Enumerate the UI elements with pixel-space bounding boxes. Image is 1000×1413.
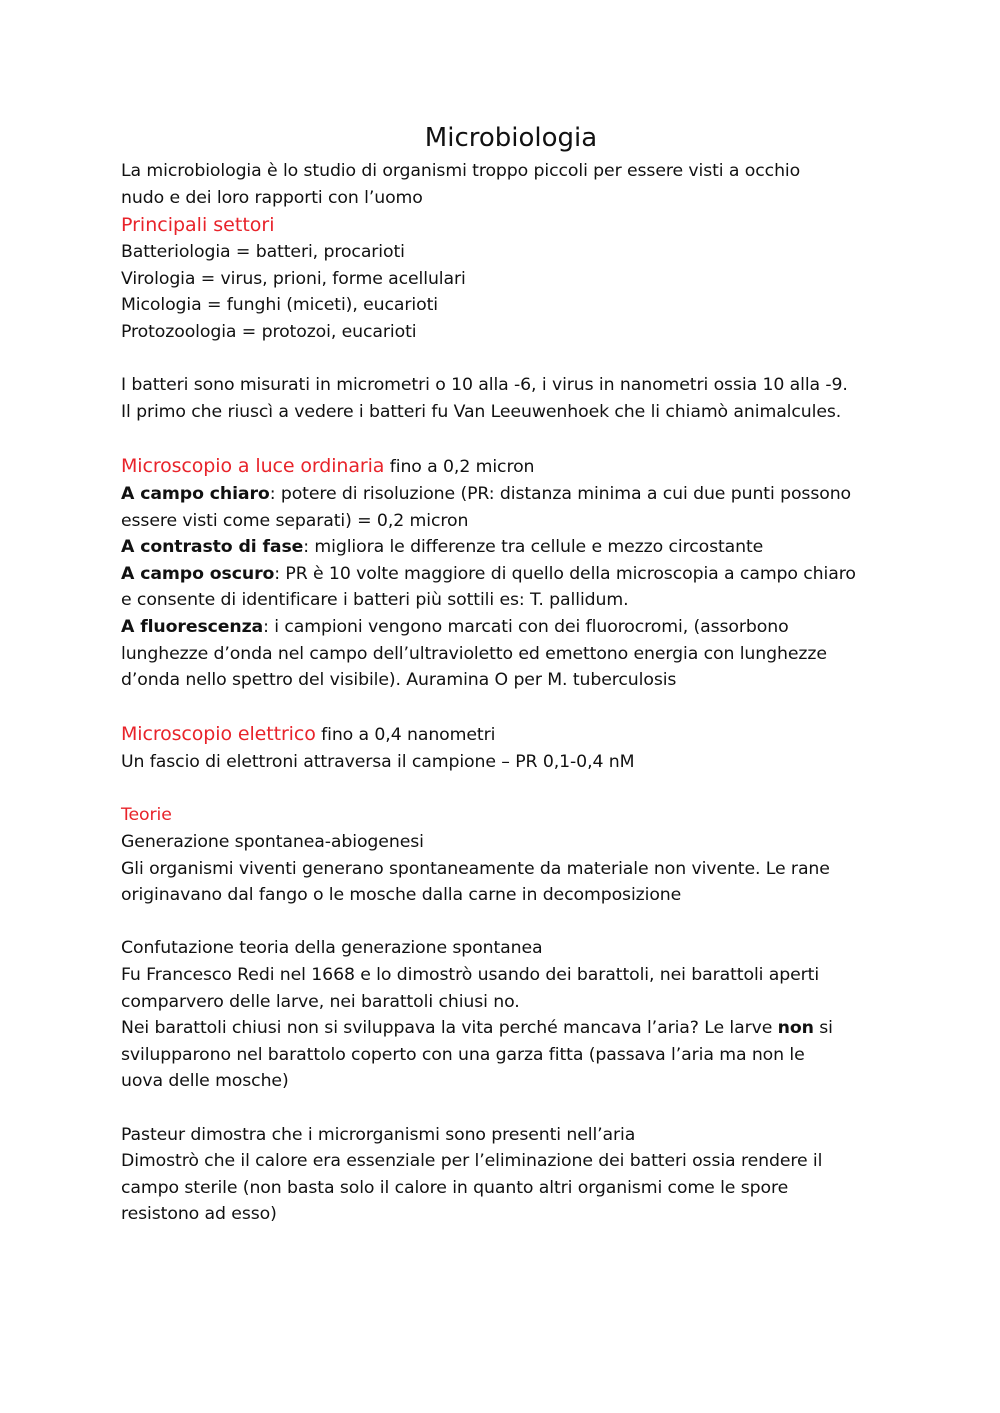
spacer bbox=[121, 694, 911, 721]
barattoli-chiusi-tail: si bbox=[813, 1018, 833, 1039]
fluorescenza-text: : i campioni vengono marcati con dei fluorocromi, (assorbono bbox=[263, 616, 789, 637]
teorie-heading: Teorie bbox=[121, 805, 172, 826]
barattoli-chiusi-text: Nei barattoli chiusi non si sviluppava la vita perché mancava l’aria? Le larve bbox=[121, 1018, 778, 1039]
luce-heading-suffix: fino a 0,2 micron bbox=[384, 456, 535, 477]
campo-chiaro-label: A campo chiaro bbox=[121, 483, 270, 504]
spacer bbox=[121, 909, 911, 936]
pasteur-line: Dimostrò che il calore era essenziale per l’eliminazione dei batteri ossia rendere il bbox=[121, 1151, 823, 1172]
spacer bbox=[121, 346, 911, 373]
campo-oscuro-text: : PR è 10 volte maggiore di quello della microscopia a campo chiaro bbox=[274, 563, 856, 584]
pasteur-line: resistono ad esso) bbox=[121, 1204, 277, 1225]
fluorescenza-label: A fluorescenza bbox=[121, 616, 264, 637]
luce-heading-line bbox=[121, 452, 911, 481]
campo-chiaro-text: : potere di risoluzione (PR: distanza minima a cui due punti possono bbox=[269, 483, 852, 504]
settore-item: Micologia = funghi (miceti), eucarioti bbox=[121, 295, 438, 316]
intro-line-1: La microbiologia è lo studio di organismi troppo piccoli per essere visti a occhio bbox=[121, 161, 801, 181]
elettrico-heading-suffix: fino a 0,4 nanometri bbox=[315, 725, 496, 746]
misure-line-2: Il primo che riuscì a vedere i batteri fu Van Leeuwenhoek che li chiamò animalcules. bbox=[121, 401, 842, 422]
campo-oscuro-line-1 bbox=[121, 561, 911, 588]
fluorescenza-line-2: lunghezze d’onda nel campo dell’ultravioletto ed emettono energia con lunghezze bbox=[121, 643, 827, 664]
spacer bbox=[121, 776, 911, 803]
pasteur-line: campo sterile (non basta solo il calore in quanto altri organismi come le spore bbox=[121, 1177, 789, 1198]
settore-item: Virologia = virus, prioni, forme acellulari bbox=[121, 268, 466, 289]
settori-heading: Principali settori bbox=[121, 214, 275, 237]
misure-line-1: I batteri sono misurati in micrometri o 10 alla -6, i virus in nanometri ossia 10 alla -9. bbox=[121, 375, 848, 396]
confutazione-line: comparvero delle larve, nei barattoli chiusi no. bbox=[121, 991, 520, 1012]
fluorescenza-line-1 bbox=[121, 614, 911, 641]
intro-line-2: nudo e dei loro rapporti con l’uomo bbox=[121, 187, 423, 208]
barattoli-chiusi-line-3: uova delle mosche) bbox=[121, 1071, 289, 1092]
abiogenesi-line: Generazione spontanea-abiogenesi bbox=[121, 832, 424, 853]
fluorescenza-line-3: d’onda nello spettro del visibile). Auramina O per M. tuberculosis bbox=[121, 670, 677, 691]
campo-chiaro-line-2: essere visti come separati) = 0,2 micron bbox=[121, 510, 469, 531]
pasteur-line: Pasteur dimostra che i microrganismi sono presenti nell’aria bbox=[121, 1124, 636, 1145]
spacer bbox=[121, 425, 911, 452]
elettrico-text: Un fascio di elettroni attraversa il campione – PR 0,1-0,4 nM bbox=[121, 752, 635, 773]
abiogenesi-line: Gli organismi viventi generano spontaneamente da materiale non vivente. Le rane bbox=[121, 858, 830, 879]
page-title: Microbiologia bbox=[424, 123, 598, 153]
confutazione-line: Fu Francesco Redi nel 1668 e lo dimostrò usando dei barattoli, nei barattoli aperti bbox=[121, 965, 820, 986]
contrasto-text: : migliora le differenze tra cellule e mezzo circostante bbox=[303, 537, 764, 558]
document-page bbox=[121, 118, 911, 1228]
elettrico-heading-line bbox=[121, 720, 911, 749]
elettrico-heading: Microscopio elettrico bbox=[121, 723, 316, 746]
barattoli-chiusi-line-2: svilupparono nel barattolo coperto con una garza fitta (passava l’aria ma non le bbox=[121, 1044, 805, 1065]
luce-heading: Microscopio a luce ordinaria bbox=[121, 454, 385, 477]
barattoli-chiusi-line-1 bbox=[121, 1015, 911, 1042]
abiogenesi-line: originavano dal fango o le mosche dalla carne in decomposizione bbox=[121, 885, 682, 906]
campo-chiaro-line-1 bbox=[121, 481, 911, 508]
contrasto-label: A contrasto di fase bbox=[121, 537, 304, 558]
settore-item: Protozoologia = protozoi, eucarioti bbox=[121, 321, 417, 342]
settore-item: Batteriologia = batteri, procarioti bbox=[121, 242, 405, 263]
campo-oscuro-label: A campo oscuro bbox=[121, 563, 275, 584]
confutazione-line: Confutazione teoria della generazione spontanea bbox=[121, 938, 543, 959]
contrasto-line bbox=[121, 534, 911, 561]
campo-oscuro-line-2: e consente di identificare i batteri più sottili es: T. pallidum. bbox=[121, 590, 629, 611]
spacer bbox=[121, 1095, 911, 1122]
non-bold: non bbox=[777, 1018, 814, 1039]
